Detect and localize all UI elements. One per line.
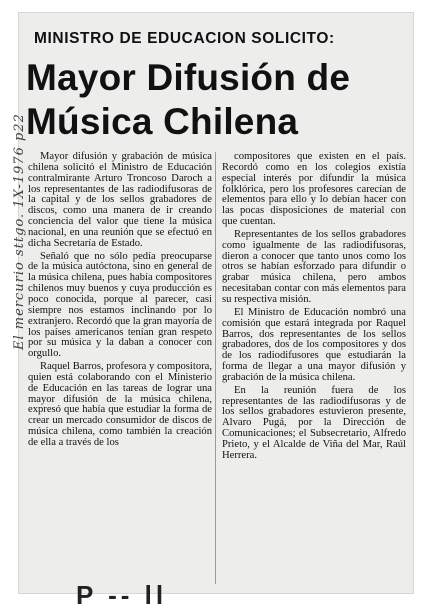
column-divider bbox=[215, 152, 216, 584]
paragraph: Señaló que no sólo pedía preocuparse de la música autóctona, sino en general de la música chilena, pues había compositores chilenos muy buenos y cuya producción es poco conocida, porque al parecer, casi siempre nos estamos inclinando por lo extranjero. Recordó que la gran mayoría de los países americanos tenían gran respeto por su música y la daban a conocer con orgullo. bbox=[28, 250, 212, 360]
headline-line-2: Música Chilena bbox=[26, 101, 299, 142]
paragraph: Representantes de los sellos grabadores como igualmente de las radiodifusoras, dieron a conocer que tanto unos como los otros se habían esforzado para difundir o grabar música chilena, pero ambos necesitaban contar con más elementos para su respectiva misión. bbox=[222, 228, 406, 305]
paragraph: El Ministro de Educación nombró una comisión que estará integrada por Raquel Barros, dos representantes de los sellos grabadores, dos de los compositores y dos de los radiodifusores que estudiarán la forma de llegar a una mayor difusión y grabación de la música chilena. bbox=[222, 306, 406, 383]
next-article-heading-cutoff: P -- ll bbox=[76, 580, 168, 610]
paragraph: Mayor difusión y grabación de música chilena solicitó el Ministro de Educación contralmirante Arturo Troncoso Daroch a los representantes de las radiodifusoras de la capital y de los sellos grabadores de discos, como una manera de ir creando conciencia del valor que tiene la música nacional, en una reunión que se efectuó en dicha Secretaría de Estado. bbox=[28, 151, 212, 249]
paragraph: compositores que existen en el país. Recordó como en los colegios existía especial interés por difundir la música folklórica, pero los profesores carecían de elementos para ello y lo debían hacer con las pocas disposiciones de material con que cuentan. bbox=[222, 151, 406, 228]
article-headline bbox=[26, 56, 410, 144]
article-column-left bbox=[28, 152, 212, 449]
paragraph: En la reunión fuera de los representantes de las radiodifusoras y de los sellos grabadores estuvieron presente, Alvaro Pugá, por la Dirección de Comunicaciones; el Subsecretario, Alfredo Prieto, y el Alcalde de Viña del Mar, Raúl Herrera. bbox=[222, 384, 406, 461]
handwritten-source-note: El mercurio sttgo. 1X-1976 p22 bbox=[12, 113, 27, 350]
article-kicker: MINISTRO DE EDUCACION SOLICITO: bbox=[34, 30, 335, 47]
headline-line-1: Mayor Difusión de bbox=[26, 57, 351, 98]
article-column-right bbox=[222, 152, 406, 462]
newspaper-clipping bbox=[12, 12, 414, 610]
paragraph: Raquel Barros, profesora y compositora, quien está colaborando con el Ministerio de Educación en las tareas de lograr una mayor difusión de la música chilena, expresó que había que estudiar la forma de crear un mercado consumidor de discos de música chilena, como también la creación de ella a través de los bbox=[28, 361, 212, 448]
